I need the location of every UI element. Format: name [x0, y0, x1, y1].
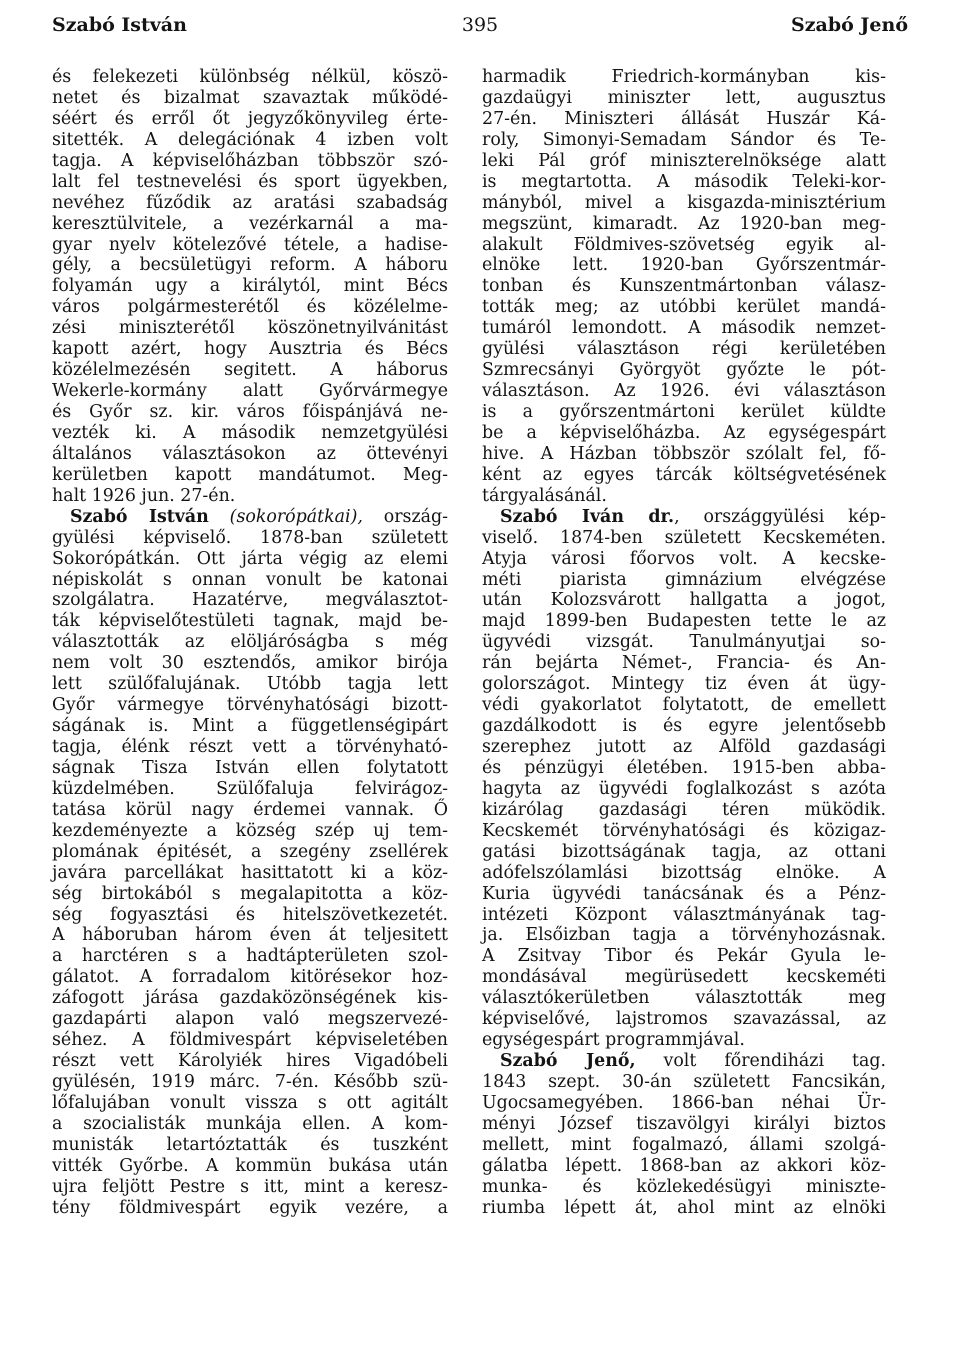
entry-headword: Szabó István: [70, 506, 209, 527]
text-line: viselő. 1874-ben született Kecskeméten.: [482, 527, 886, 548]
text-line: munka- és közlekedésügyi miniszte-: [482, 1176, 886, 1197]
text-line: védi gyakorlatot folytatott, de emellett: [482, 695, 886, 716]
text-line: kapott azért, hogy Ausztria és Bécs: [52, 339, 448, 360]
text-line: Győr vármegye törvényhatósági bizott-: [52, 695, 448, 716]
text-line: általános választásokon az öttevényi: [52, 443, 448, 464]
text-line: tagja. A képviselőházban többször szó-: [52, 150, 448, 171]
text-line: tották meg; az utóbbi kerület mandá-: [482, 297, 886, 318]
text-line: és Győr sz. kir. város főispánjává ne-: [52, 402, 448, 422]
text-line: plomának épitését, a szegény zsellérek: [52, 841, 448, 862]
running-head: [52, 14, 908, 44]
text-line: netet és bizalmat szavaztak működé-: [52, 87, 448, 108]
entry-head-rest: ország-: [362, 506, 448, 527]
text-line: be a képviselőházba. Az egységespárt: [482, 422, 886, 443]
text-line: és pénzügyi életében. 1915-ben abba-: [482, 757, 886, 778]
text-line: lalt fel testnevelési és sport ügyekben,: [52, 171, 448, 192]
text-line: kezdeményezte a község szép uj tem-: [52, 820, 448, 841]
text-line: népiskolát s onnan vonult be katonai: [52, 569, 448, 590]
text-line: megszünt, kimaradt. Az 1920-ban meg-: [482, 213, 886, 234]
text-line: ságnak Tisza István ellen folytatott: [52, 757, 448, 778]
text-line: tagja, élénk részt vett a törvényható-: [52, 737, 448, 757]
text-line: intézeti Központ választmányának tag-: [482, 904, 886, 925]
text-line: ség birtokából s megalapitotta a köz-: [52, 883, 448, 904]
text-line: harmadik Friedrich-kormányban kis-: [482, 67, 886, 87]
text-line: részt vett Károlyiék hires Vigadóbeli: [52, 1051, 448, 1072]
text-line: város polgármesterétől és közélelme-: [52, 297, 448, 318]
text-line: gyülésén, 1919 márc. 7-én. Később szü-: [52, 1072, 448, 1092]
text-line: leki Pál gróf miniszterelnöksége alatt: [482, 150, 886, 171]
entry-headword: Szabó Iván dr.: [500, 506, 675, 527]
text-line: gély, a becsületügyi reform. A háboru: [52, 255, 448, 276]
text-line: ujra feljött Pestre s itt, mint a keresz-: [52, 1176, 448, 1197]
text-line: mondásával megürüsedett kecskeméti: [482, 967, 886, 988]
text-line: záfogott járása gazdaközönségének kis-: [52, 988, 448, 1009]
text-line: mellett, mint fogalmazó, állami szolgá-: [482, 1134, 886, 1155]
text-line: gyar nyelv kötelezővé tétele, a hadise-: [52, 234, 448, 255]
entry-epithet: (sokorópátkai),: [229, 506, 363, 527]
text-line: választáson. Az 1926. évi választáson: [482, 381, 886, 402]
text-line: választókerületben választották meg: [482, 988, 886, 1009]
text-line: ügyvédi vizsgát. Tanulmányutjai so-: [482, 632, 886, 653]
text-line: Kecskemét törvényhatósági és közigaz-: [482, 820, 886, 841]
text-line: munisták letartóztatták és tuszként: [52, 1134, 448, 1155]
text-line: elnöke lett. 1920-ban Győrszentmár-: [482, 255, 886, 276]
text-line: 27-én. Miniszteri állását Huszár Ká-: [482, 108, 886, 129]
text-line: tatása körül nagy érdemei vannak. Ő: [52, 799, 448, 820]
entry-headword: Szabó Jenő,: [500, 1051, 636, 1072]
text-line: zési miniszterétől köszönetnyilvánitást: [52, 318, 448, 339]
text-line: gálatot. A forradalom kitörésekor hoz-: [52, 967, 448, 988]
text-line: ként az egyes tárcák költségvetésének: [482, 464, 886, 485]
text-line: gatási bizottságának tagja, az ottani: [482, 841, 886, 862]
entry-head-rest: , országgyülési kép-: [674, 506, 886, 527]
text-line: a szocialisták munkája ellen. A kom-: [52, 1113, 448, 1134]
text-line: riumba lépett át, ahol mint az elnöki: [482, 1197, 886, 1218]
text-line: adófelszólamlási bizottság elnöke. A: [482, 862, 886, 883]
entry-head-line: [52, 507, 448, 528]
text-line: folyamán ugy a királytól, mint Bécs: [52, 276, 448, 297]
text-line: golországot. Mintegy tiz éven át ügy-: [482, 674, 886, 695]
text-line: 1843 szept. 30-án született Fancsikán,: [482, 1072, 886, 1092]
text-line: méti piarista gimnázium elvégzése: [482, 569, 886, 590]
text-line: küzdelmében. Szülőfaluja felvirágoz-: [52, 778, 448, 799]
text-line: Ugocsamegyében. 1866-ban néhai Ür-: [482, 1092, 886, 1113]
text-line: nem volt 30 esztendős, amikor birója: [52, 653, 448, 674]
text-line: gyülési képviselő. 1878-ban született: [52, 527, 448, 548]
text-line: A háboruban három éven át teljesitett: [52, 925, 448, 946]
text-line: a harctéren s a hadtápterületen szol-: [52, 946, 448, 967]
text-line: Wekerle-kormány alatt Győrvármegye: [52, 381, 448, 402]
text-line: Kuria ügyvédi tanácsának és a Pénz-: [482, 883, 886, 904]
text-line: után Kolozsvárott hallgatta a jogot,: [482, 590, 886, 611]
running-head-right: Szabó Jenő: [791, 14, 908, 36]
text-line: is megtartotta. A második Teleki-kor-: [482, 171, 886, 192]
text-line: tárgyalásánál.: [482, 485, 607, 506]
text-line: ményi József tiszavölgyi királyi biztos: [482, 1113, 886, 1134]
text-line: szolgálatra. Hazatérve, megválasztot-: [52, 590, 448, 611]
entry-head-line: [482, 1051, 886, 1072]
text-line: hive. A Házban többször szólalt fel, fő-: [482, 443, 886, 464]
text-line: séért és erről őt jegyzőkönyvileg érte-: [52, 108, 448, 129]
text-line: sitették. A delegációnak 4 izben volt: [52, 129, 448, 150]
text-line: vezték ki. A második nemzetgyülési: [52, 422, 448, 443]
text-line: séhez. A földmivespárt képviseletében: [52, 1030, 448, 1051]
text-line: majd 1899-ben Budapesten tette le az: [482, 611, 886, 632]
text-line: keresztülvitele, a vezérkarnál a ma-: [52, 213, 448, 234]
text-line: képviselővé, lajstromos szavazással, az: [482, 1009, 886, 1030]
text-line: ták képviselőtestületi tagnak, majd be-: [52, 611, 448, 632]
text-line: alakult Földmives-szövetség egyik al-: [482, 234, 886, 255]
right-column: [482, 67, 886, 1219]
text-line: gálatba lépett. 1868-ban az akkori köz-: [482, 1155, 886, 1176]
text-line: tény földmivespárt egyik vezére, a: [52, 1197, 448, 1218]
text-line: lett szülőfalujának. Utóbb tagja lett: [52, 674, 448, 695]
text-line: szerephez jutott az Alföld gazdasági: [482, 737, 886, 757]
text-line: Szmrecsányi Györgyöt győzte le pót-: [482, 360, 886, 381]
text-line: javára parcellákat hasittatott ki a köz-: [52, 862, 448, 883]
entry-head-rest: volt főrendiházi tag.: [635, 1051, 886, 1072]
text-line: és felekezeti különbség nélkül, köszö-: [52, 67, 448, 87]
text-line: tonban és Kunszentmártonban válasz-: [482, 276, 886, 297]
text-line: A Zsitvay Tibor és Pekár Gyula le-: [482, 946, 886, 967]
left-column: [52, 67, 448, 1219]
text-line: ség fogyasztási és hitelszövetkezetét.: [52, 904, 448, 925]
text-line: gyülési választáson régi kerületében: [482, 339, 886, 360]
text-line: Sokorópátkán. Ott járta végig az elemi: [52, 548, 448, 569]
text-line: közélelmezésén segitett. A háborus: [52, 360, 448, 381]
text-line: halt 1926 jun. 27-én.: [52, 485, 236, 506]
text-line: roly, Simonyi-Semadam Sándor és Te-: [482, 129, 886, 150]
text-line: lőfalujában vonult vissza s ott agitált: [52, 1092, 448, 1113]
text-line: választották az elöljáróságba s még: [52, 632, 448, 653]
text-line: kizárólag gazdasági téren müködik.: [482, 799, 886, 820]
page-number: 395: [461, 14, 499, 36]
text-line: ja. Elsőizban tagja a törvényhozásnak.: [482, 925, 886, 946]
text-line: hagyta az ügyvédi foglalkozást s azóta: [482, 778, 886, 799]
entry-head-line: [482, 507, 886, 528]
text-line: ságának is. Mint a függetlenségipárt: [52, 716, 448, 737]
text-line: nevéhez fűződik az aratási szabadság: [52, 192, 448, 213]
text-line: is a győrszentmártoni kerület küldte: [482, 402, 886, 422]
running-head-left: Szabó István: [52, 14, 187, 36]
text-line: Atyja városi főorvos volt. A kecske-: [482, 548, 886, 569]
text-line: gazdaügyi miniszter lett, augusztus: [482, 87, 886, 108]
text-line: tumáról lemondott. A második nemzet-: [482, 318, 886, 339]
text-line: mányból, mivel a kisgazda-minisztérium: [482, 192, 886, 213]
text-line: vitték Győrbe. A kommün bukása után: [52, 1155, 448, 1176]
text-line: rán bejárta Német-, Francia- és An-: [482, 653, 886, 674]
text-line: kerületben kapott mandátumot. Meg-: [52, 464, 448, 485]
text-line: gazdapárti alapon való megszervezé-: [52, 1009, 448, 1030]
text-line: gazdálkodott is és egyre jelentősebb: [482, 716, 886, 737]
text-line: egységespárt programmjával.: [482, 1030, 745, 1051]
